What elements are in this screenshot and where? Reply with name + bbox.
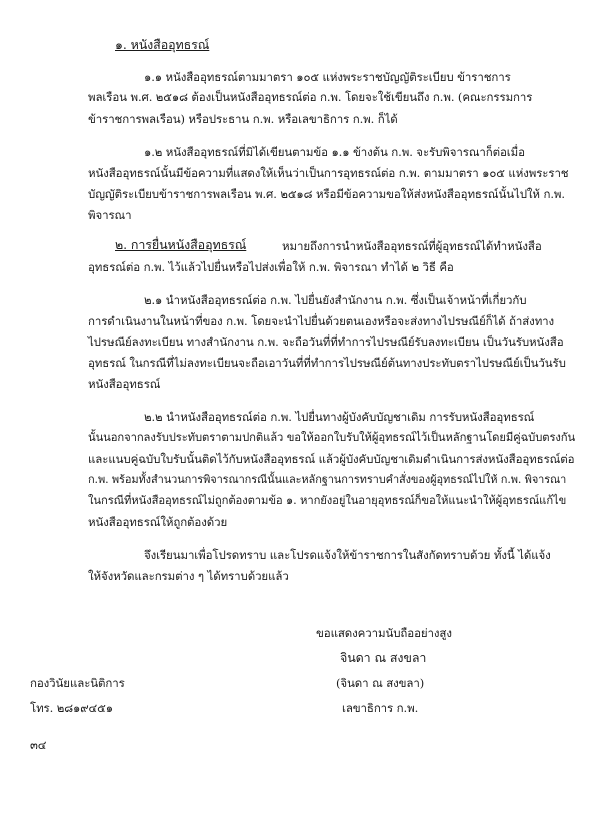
section-1-heading: ๑. หนังสืออุทธรณ์ bbox=[115, 37, 210, 52]
para-2-1-line-4: อุทธรณ์ ในกรณีที่ไม่ลงทะเบียนจะถือเอาวันที่ที่ทำการไปรษณีย์ต้นทางประทับตราไปรษณีย์เป็นวันรับ bbox=[88, 356, 566, 370]
para-2-2-line-2: นั้นนอกจากลงรับประทับตราตามปกติแล้ว ขอให้ออกใบรับให้ผู้อุทธรณ์ไว้เป็นหลักฐานโดยมีคู่ฉบับตรงกัน bbox=[88, 431, 576, 444]
regards: ขอแสดงความนับถืออย่างสูง bbox=[316, 626, 452, 640]
para-1-1-line-1: ๑.๑ หนังสืออุทธรณ์ตามมาตรา ๑๐๕ แห่งพระราชบัญญัติระเบียบ ข้าราชการ bbox=[144, 70, 511, 84]
para-1-1-line-2: พลเรือน พ.ศ. ๒๕๑๘ ต้องเป็นหนังสืออุทธรณ์ต่อ ก.พ. โดยจะใช้เขียนถึง ก.พ. (คณะกรรมการ bbox=[88, 90, 533, 104]
para-1-2-line-3: บัญญัติระเบียบข้าราชการพลเรือน พ.ศ. ๒๕๑๘ หรือมีข้อความขอให้ส่งหนังสืออุทธรณ์นั้นไปให้ ก.พ. bbox=[88, 187, 565, 201]
para-1-2-line-1: ๑.๒ หนังสืออุทธรณ์ที่มิได้เขียนตามข้อ ๑.๑ ข้างต้น ก.พ. จะรับพิจารณาก็ต่อเมื่อ bbox=[144, 145, 525, 159]
para-1-2-line-4: พิจารณา bbox=[88, 208, 132, 222]
phone: โทร. ๒๘๑๙๔๕๑ bbox=[30, 701, 113, 715]
para-2-1-line-3: ไปรษณีย์ลงทะเบียน ทางสำนักงาน ก.พ. จะถือวันที่ที่ทำการไปรษณีย์รับลงทะเบียน เป็นวันรับหนังสือ bbox=[88, 335, 564, 349]
section-2-intro-line-2: อุทธรณ์ต่อ ก.พ. ไว้แล้วไปยื่นหรือไปส่งเพื่อให้ ก.พ. พิจารณา ทำได้ ๒ วิธี คือ bbox=[88, 260, 454, 274]
para-2-1-line-2: การดำเนินงานในหน้าที่ของ ก.พ. โดยจะนำไปยื่นด้วยตนเองหรือจะส่งทางไปรษณีย์ก็ได้ ถ้าส่งทาง bbox=[88, 314, 555, 328]
para-2-2-line-1: ๒.๒ นำหนังสืออุทธรณ์ต่อ ก.พ. ไปยื่นทางผู้บังคับบัญชาเดิม การรับหนังสืออุทธรณ์ bbox=[144, 410, 535, 424]
signer-title: เลขาธิการ ก.พ. bbox=[342, 701, 419, 715]
page-number: ๓๔ bbox=[30, 738, 47, 752]
para-1-1-line-3: ข้าราชการพลเรือน) หรือประธาน ก.พ. หรือเลขาธิการ ก.พ. ก็ได้ bbox=[88, 112, 398, 126]
para-2-2-line-4: ก.พ. พร้อมทั้งสำนวนการพิจารณากรณีนั้นและหลักฐานการทราบคำสั่งของผู้อุทธรณ์ไปให้ ก.พ. พิจารณา bbox=[88, 473, 567, 486]
department: กองวินัยและนิติการ bbox=[30, 676, 125, 690]
para-2-2-line-3: และแนบคู่ฉบับใบรับนั้นติดไว้กับหนังสืออุทธรณ์ แล้วผู้บังคับบัญชาเดิมดำเนินการส่งหนังสืออุทธรณ์ต่อ bbox=[88, 452, 575, 466]
para-2-2-line-5: ในกรณีที่หนังสืออุทธรณ์ไม่ถูกต้องตามข้อ ๑. หากยังอยู่ในอายุอุทธรณ์ก็ขอให้แนะนำให้ผู้อุทธรณ์แก้ไข bbox=[88, 494, 567, 507]
signature-name: จินดา ณ สงขลา bbox=[340, 650, 427, 665]
section-2-intro-line-1: หมายถึงการนำหนังสืออุทธรณ์ที่ผู้อุทธรณ์ได้ทำหนังสือ bbox=[282, 239, 542, 253]
printed-name: (จินดา ณ สงขลา) bbox=[336, 676, 425, 690]
para-2-1-line-5: หนังสืออุทธรณ์ bbox=[88, 377, 161, 391]
closing-line-2: ให้จังหวัดและกรมต่าง ๆ ได้ทราบด้วยแล้ว bbox=[88, 569, 289, 583]
closing-line-1: จึงเรียนมาเพื่อโปรดทราบ และโปรดแจ้งให้ข้าราชการในสังกัดทราบด้วย ทั้งนี้ ได้แจ้ง bbox=[144, 548, 551, 562]
section-2-heading: ๒. การยื่นหนังสืออุทธรณ์ bbox=[115, 237, 247, 252]
para-2-1-line-1: ๒.๑ นำหนังสืออุทธรณ์ต่อ ก.พ. ไปยื่นยังสำนักงาน ก.พ. ซึ่งเป็นเจ้าหน้าที่เกี่ยวกับ bbox=[144, 293, 527, 307]
para-2-2-line-6: หนังสืออุทธรณ์ให้ถูกต้องด้วย bbox=[88, 515, 228, 529]
para-1-2-line-2: หนังสืออุทธรณ์นั้นมีข้อความที่แสดงให้เห็นว่าเป็นการอุทธรณ์ต่อ ก.พ. ตามมาตรา ๑๐๕ แห่งพระราช bbox=[88, 166, 569, 180]
